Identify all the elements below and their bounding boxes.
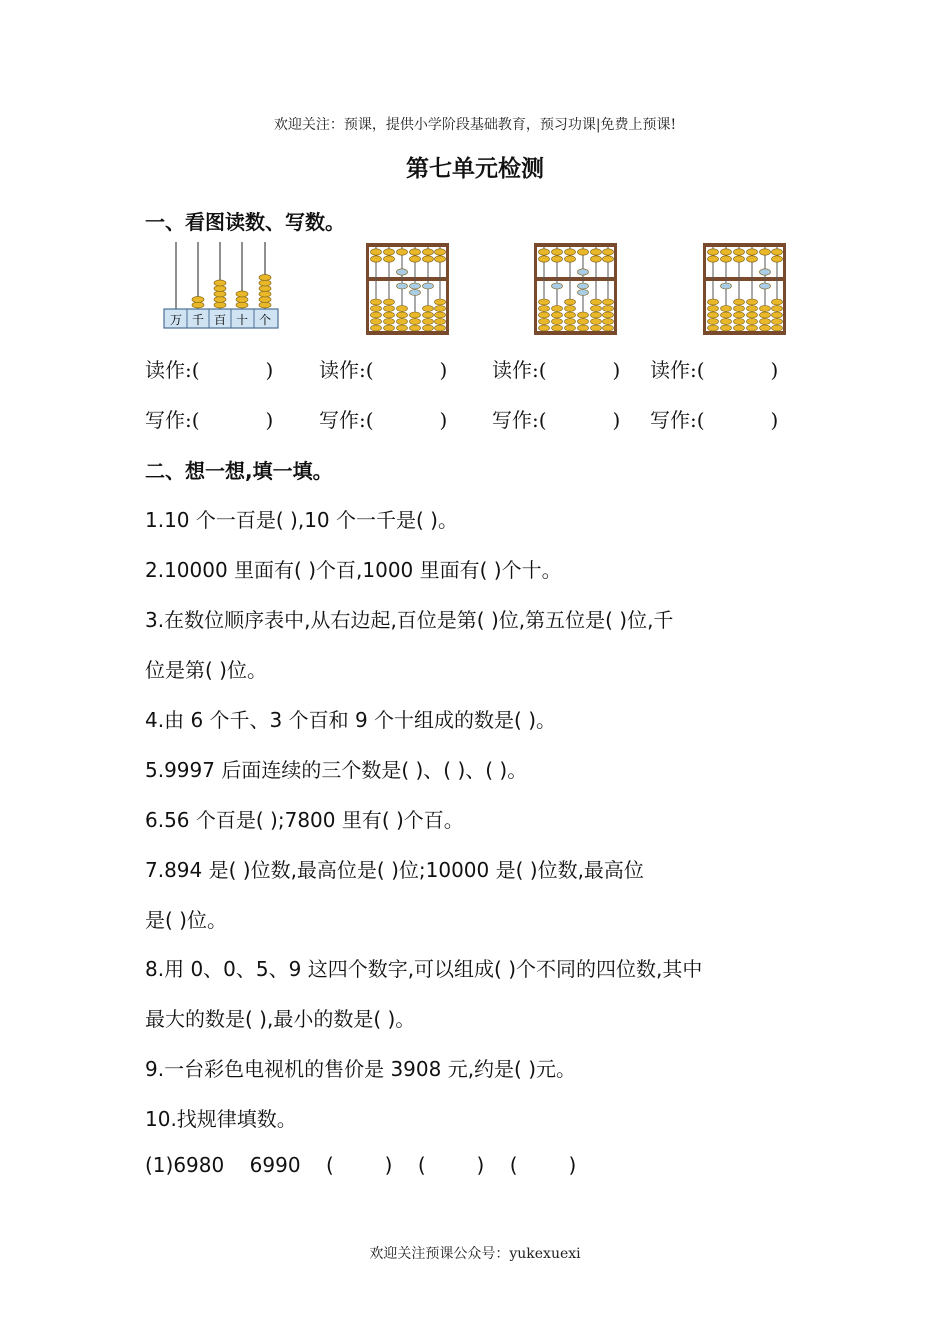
abacus-bead [708, 299, 719, 305]
abacus-bead [721, 283, 732, 289]
abacus-bead [410, 312, 421, 318]
abacus-image-2 [533, 242, 618, 336]
abacus-bead [371, 249, 382, 255]
question-7-line-1: 7.894 是( )位数,最高位是( )位;10000 是( )位数,最高位 [145, 858, 644, 882]
abacus-bead [539, 319, 550, 325]
abacus-bead [410, 249, 421, 255]
abacus-bead [410, 283, 421, 289]
abacus-bead [578, 283, 589, 289]
abacus-bead [539, 299, 550, 305]
abacus-bead [552, 306, 563, 312]
abacus-bead [772, 299, 783, 305]
abacus-bead [578, 249, 589, 255]
abacus-bead [603, 319, 614, 325]
counter-bead [259, 297, 271, 303]
abacus-image-1 [365, 242, 450, 336]
abacus-bead [734, 325, 745, 331]
abacus-bead [603, 256, 614, 262]
question-6: 6.56 个百是( );7800 里有( )个百。 [145, 808, 464, 832]
question-10: 10.找规律填数。 [145, 1107, 297, 1131]
abacus-bead [772, 306, 783, 312]
question-5: 5.9997 后面连续的三个数是( )、( )、( )。 [145, 758, 528, 782]
counter-bead [192, 297, 204, 303]
abacus-bead [539, 325, 550, 331]
abacus-bead [539, 306, 550, 312]
counting-frame-image [162, 240, 282, 332]
abacus-bead [603, 325, 614, 331]
abacus-image-3 [702, 242, 787, 336]
abacus-bead [371, 319, 382, 325]
abacus-bead [603, 306, 614, 312]
abacus-bead [734, 256, 745, 262]
abacus-bead [552, 319, 563, 325]
abacus-bead [384, 306, 395, 312]
read-blank-2: 读作:( ) [319, 358, 448, 382]
abacus-bead [721, 325, 732, 331]
counter-bead [214, 302, 226, 308]
abacus-bead [721, 319, 732, 325]
abacus-bead [760, 319, 771, 325]
abacus-bead [435, 249, 446, 255]
abacus-bead [410, 256, 421, 262]
abacus-bead [384, 325, 395, 331]
abacus-bead [772, 256, 783, 262]
abacus-bead [591, 249, 602, 255]
abacus-bead [371, 256, 382, 262]
abacus-bead [552, 249, 563, 255]
abacus-bead [435, 299, 446, 305]
label-wan: 万 [169, 313, 183, 327]
label-ge: 个 [258, 313, 272, 327]
question-3-line-2: 位是第( )位。 [145, 658, 267, 682]
counter-bead [214, 280, 226, 286]
abacus-bead [721, 306, 732, 312]
abacus-bead [760, 312, 771, 318]
abacus-bead [772, 325, 783, 331]
abacus-bead [734, 249, 745, 255]
abacus-bead [721, 249, 732, 255]
abacus-bead [397, 306, 408, 312]
abacus-bead [578, 325, 589, 331]
abacus-bead [708, 306, 719, 312]
abacus-bead [747, 249, 758, 255]
write-blank-2: 写作:( ) [319, 408, 448, 432]
question-3-line-1: 3.在数位顺序表中,从右边起,百位是第( )位,第五位是( )位,千 [145, 608, 674, 632]
abacus-bead [435, 325, 446, 331]
abacus-bead [371, 306, 382, 312]
abacus-bead [747, 299, 758, 305]
abacus-bead [772, 312, 783, 318]
abacus-bead [591, 325, 602, 331]
abacus-bead [603, 299, 614, 305]
counter-bead [259, 302, 271, 308]
abacus-bead [423, 325, 434, 331]
label-qian: 千 [191, 313, 205, 327]
abacus-bead [410, 290, 421, 296]
abacus-bead [539, 249, 550, 255]
counter-bead [259, 286, 271, 292]
abacus-bead [734, 306, 745, 312]
counter-bead [259, 280, 271, 286]
abacus-bead [708, 325, 719, 331]
abacus-bead [591, 312, 602, 318]
abacus-bead [760, 306, 771, 312]
page-title: 第七单元检测 [406, 155, 544, 182]
abacus-bead [591, 306, 602, 312]
abacus-bead [578, 269, 589, 275]
counter-bead [236, 302, 248, 308]
abacus-bead [435, 256, 446, 262]
abacus-bead [603, 249, 614, 255]
abacus-bead [603, 312, 614, 318]
abacus-bead [410, 319, 421, 325]
read-blank-4: 读作:( ) [650, 358, 779, 382]
abacus-bead [423, 319, 434, 325]
abacus-bead [708, 249, 719, 255]
abacus-bead [721, 312, 732, 318]
abacus-bead [565, 306, 576, 312]
label-shi: 十 [235, 313, 249, 327]
abacus-bead [423, 249, 434, 255]
abacus-bead [747, 306, 758, 312]
write-blank-1: 写作:( ) [145, 408, 274, 432]
abacus-bead [565, 325, 576, 331]
abacus-bead [423, 306, 434, 312]
write-blank-4: 写作:( ) [650, 408, 779, 432]
abacus-bead [410, 325, 421, 331]
section-1-heading: 一、看图读数、写数。 [145, 210, 345, 234]
abacus-bead [760, 249, 771, 255]
abacus-bead [371, 299, 382, 305]
question-8-line-2: 最大的数是( ),最小的数是( )。 [145, 1007, 416, 1031]
counter-bead [214, 297, 226, 303]
abacus-bead [552, 312, 563, 318]
abacus-bead [578, 319, 589, 325]
read-blank-3: 读作:( ) [492, 358, 621, 382]
abacus-bead [747, 256, 758, 262]
abacus-bead [397, 283, 408, 289]
abacus-bead [760, 325, 771, 331]
abacus-bead [747, 312, 758, 318]
abacus-bead [397, 319, 408, 325]
counter-bead [214, 291, 226, 297]
abacus-bead [423, 256, 434, 262]
page-header: 欢迎关注：预课，提供小学阶段基础教育，预习功课|免费上预课! [273, 117, 677, 133]
abacus-bead [734, 312, 745, 318]
abacus-bead [760, 269, 771, 275]
abacus-bead [747, 325, 758, 331]
counter-bead [236, 291, 248, 297]
section-2-heading: 二、想一想,填一填。 [145, 459, 333, 483]
abacus-bead [708, 256, 719, 262]
label-bai: 百 [213, 313, 227, 327]
abacus-bead [721, 256, 732, 262]
abacus-bead [423, 312, 434, 318]
abacus-bead [747, 319, 758, 325]
abacus-bead [760, 283, 771, 289]
abacus-bead [565, 299, 576, 305]
abacus-bead [371, 312, 382, 318]
question-4: 4.由 6 个千、3 个百和 9 个十组成的数是( )。 [145, 708, 557, 732]
abacus-bead [772, 249, 783, 255]
abacus-bead [384, 312, 395, 318]
abacus-bead [708, 312, 719, 318]
page-footer: 欢迎关注预课公众号：yukexuexi [369, 1246, 581, 1262]
abacus-bead [423, 283, 434, 289]
counter-bead [259, 291, 271, 297]
abacus-bead [384, 319, 395, 325]
abacus-bead [435, 319, 446, 325]
question-8-line-1: 8.用 0、0、5、9 这四个数字,可以组成( )个不同的四位数,其中 [145, 957, 703, 981]
abacus-bead [772, 319, 783, 325]
read-blank-1: 读作:( ) [145, 358, 274, 382]
abacus-bead [397, 269, 408, 275]
abacus-bead [565, 249, 576, 255]
question-7-line-2: 是( )位。 [145, 908, 227, 932]
abacus-bead [565, 256, 576, 262]
abacus-bead [397, 249, 408, 255]
abacus-bead [565, 319, 576, 325]
abacus-bead [552, 325, 563, 331]
abacus-bead [578, 312, 589, 318]
abacus-bead [539, 312, 550, 318]
counter-bead [259, 275, 271, 281]
abacus-bead [384, 249, 395, 255]
abacus-bead [539, 256, 550, 262]
abacus-bead [708, 319, 719, 325]
abacus-bead [591, 319, 602, 325]
write-blank-3: 写作:( ) [492, 408, 621, 432]
abacus-bead [591, 256, 602, 262]
question-1: 1.10 个一百是( ),10 个一千是( )。 [145, 508, 458, 532]
abacus-bead [435, 312, 446, 318]
question-9: 9.一台彩色电视机的售价是 3908 元,约是( )元。 [145, 1057, 577, 1081]
question-2: 2.10000 里面有( )个百,1000 里面有( )个十。 [145, 558, 562, 582]
counter-bead [236, 297, 248, 303]
abacus-bead [734, 299, 745, 305]
abacus-bead [552, 256, 563, 262]
abacus-bead [435, 306, 446, 312]
abacus-bead [371, 325, 382, 331]
question-10-1: (1)6980 6990 ( ) ( ) ( ) [145, 1153, 577, 1177]
abacus-bead [565, 312, 576, 318]
abacus-bead [578, 290, 589, 296]
counter-bead [214, 286, 226, 292]
counter-bead [192, 302, 204, 308]
abacus-bead [384, 256, 395, 262]
abacus-bead [384, 299, 395, 305]
abacus-bead [552, 283, 563, 289]
abacus-bead [397, 325, 408, 331]
abacus-bead [734, 319, 745, 325]
abacus-bead [397, 312, 408, 318]
abacus-bead [591, 299, 602, 305]
